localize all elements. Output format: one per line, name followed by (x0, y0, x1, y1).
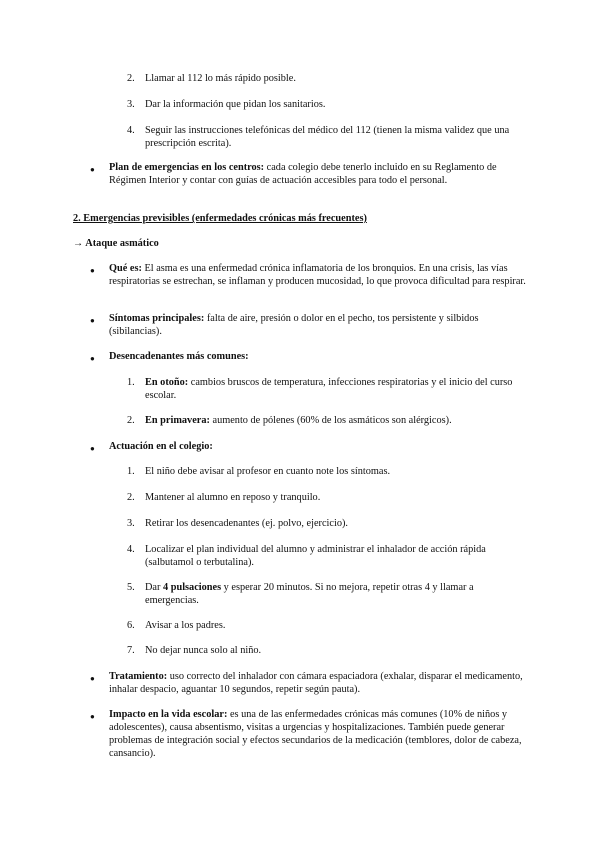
list-item-text: Mantener al alumno en reposo y tranquilo. (145, 492, 321, 503)
list-item-text: Dar la información que pidan los sanitarios. (145, 99, 326, 110)
list-number: 3. (127, 99, 135, 110)
list-item-text (145, 376, 525, 402)
bullet-icon: ● (90, 712, 95, 721)
actuacion-paragraph (109, 440, 527, 453)
season-text: cambios bruscos de temperatura, infecciones respiratorias y el inicio del curso escolar. (145, 377, 513, 401)
list-number: 2. (127, 415, 135, 426)
list-item-text: Avisar a los padres. (145, 620, 226, 631)
list-item-text: Seguir las instrucciones telefónicas del médico del 112 (tienen la misma validez que una prescripción escrita). (145, 125, 510, 149)
list-item-text: Localizar el plan individual del alumno y administrar el inhalador de acción rápida (salbutamol o terbutalina). (145, 544, 486, 568)
plan-label: Plan de emergencias en los centros: (109, 162, 265, 173)
section-heading: 2. Emergencias previsibles (enfermedades crónicas más frecuentes) (73, 213, 367, 224)
sintomas-text: falta de aire, presión o dolor en el pecho, tos persistente y silbidos (sibilancias). (109, 313, 479, 337)
que-es-label: Qué es: (109, 263, 142, 274)
bullet-icon: ● (90, 165, 95, 174)
season-label: En primavera: (145, 415, 210, 426)
tratamiento-paragraph (109, 670, 527, 696)
plan-paragraph (109, 161, 527, 187)
bullet-icon: ● (90, 266, 95, 275)
tratamiento-text: uso correcto del inhalador con cámara espaciadora (exhalar, disparar el medicamento, inhalar despacio, aguantar 10 segundos, repetir según pauta). (109, 671, 523, 695)
list-number: 5. (127, 582, 135, 593)
list-number: 4. (127, 125, 135, 136)
list-number: 2. (127, 492, 135, 503)
que-es-paragraph (109, 262, 527, 288)
season-text: aumento de pólenes (60% de los asmáticos son alérgicos). (209, 415, 452, 426)
list-number: 3. (127, 518, 135, 529)
desencadenantes-paragraph (109, 350, 527, 363)
bullet-icon: ● (90, 354, 95, 363)
que-es-text: El asma es una enfermedad crónica inflamatoria de los bronquios. En una crisis, las vías respiratorias se estrechan, se inflaman y producen mucosidad, lo que provoca dificultad para respirar. (109, 263, 526, 287)
plan-text: cada colegio debe tenerlo incluido en su Reglamento de Régimen Interior y contar con guías de actuación accesibles para todo el personal. (109, 162, 497, 186)
bullet-icon: ● (90, 674, 95, 683)
bullet-icon: ● (90, 444, 95, 453)
list-number: 4. (127, 544, 135, 555)
list-item-text: Retirar los desencadenantes (ej. polvo, ejercicio). (145, 518, 348, 529)
bullet-icon: ● (90, 316, 95, 325)
actuacion-label: Actuación en el colegio: (109, 441, 213, 452)
list-item-text: Llamar al 112 lo más rápido posible. (145, 73, 296, 84)
impacto-label: Impacto en la vida escolar: (109, 709, 228, 720)
list-item-text: No dejar nunca solo al niño. (145, 645, 262, 656)
list-number: 2. (127, 73, 135, 84)
sintomas-paragraph (109, 312, 527, 338)
list-item-text (145, 414, 525, 427)
item-text: y esperar 20 minutos. Si no mejora, repetir otras 4 y llamar a emergencias. (145, 582, 474, 606)
desencadenantes-label: Desencadenantes más comunes: (109, 351, 249, 362)
subheading-asthma: → Ataque asmático (73, 238, 159, 249)
list-item-text: El niño debe avisar al profesor en cuanto note los síntomas. (145, 466, 391, 477)
list-number: 6. (127, 620, 135, 631)
item-bold: 4 pulsaciones (163, 582, 222, 593)
sintomas-label: Síntomas principales: (109, 313, 205, 324)
list-number: 1. (127, 466, 135, 477)
season-label: En otoño: (145, 377, 189, 388)
impacto-paragraph (109, 708, 527, 760)
tratamiento-label: Tratamiento: (109, 671, 168, 682)
impacto-text: es una de las enfermedades crónicas más comunes (10% de niños y adolescentes), causa absentismo, visitas a urgencias y hospitalizaciones. También puede generar problemas de integración social y efectos secundarios de la medicación (temblores, dolor de cabeza, cansancio). (109, 709, 522, 759)
list-number: 7. (127, 645, 135, 656)
list-number: 1. (127, 377, 135, 388)
list-item-text (145, 581, 525, 607)
item-pre: Dar (145, 582, 164, 593)
